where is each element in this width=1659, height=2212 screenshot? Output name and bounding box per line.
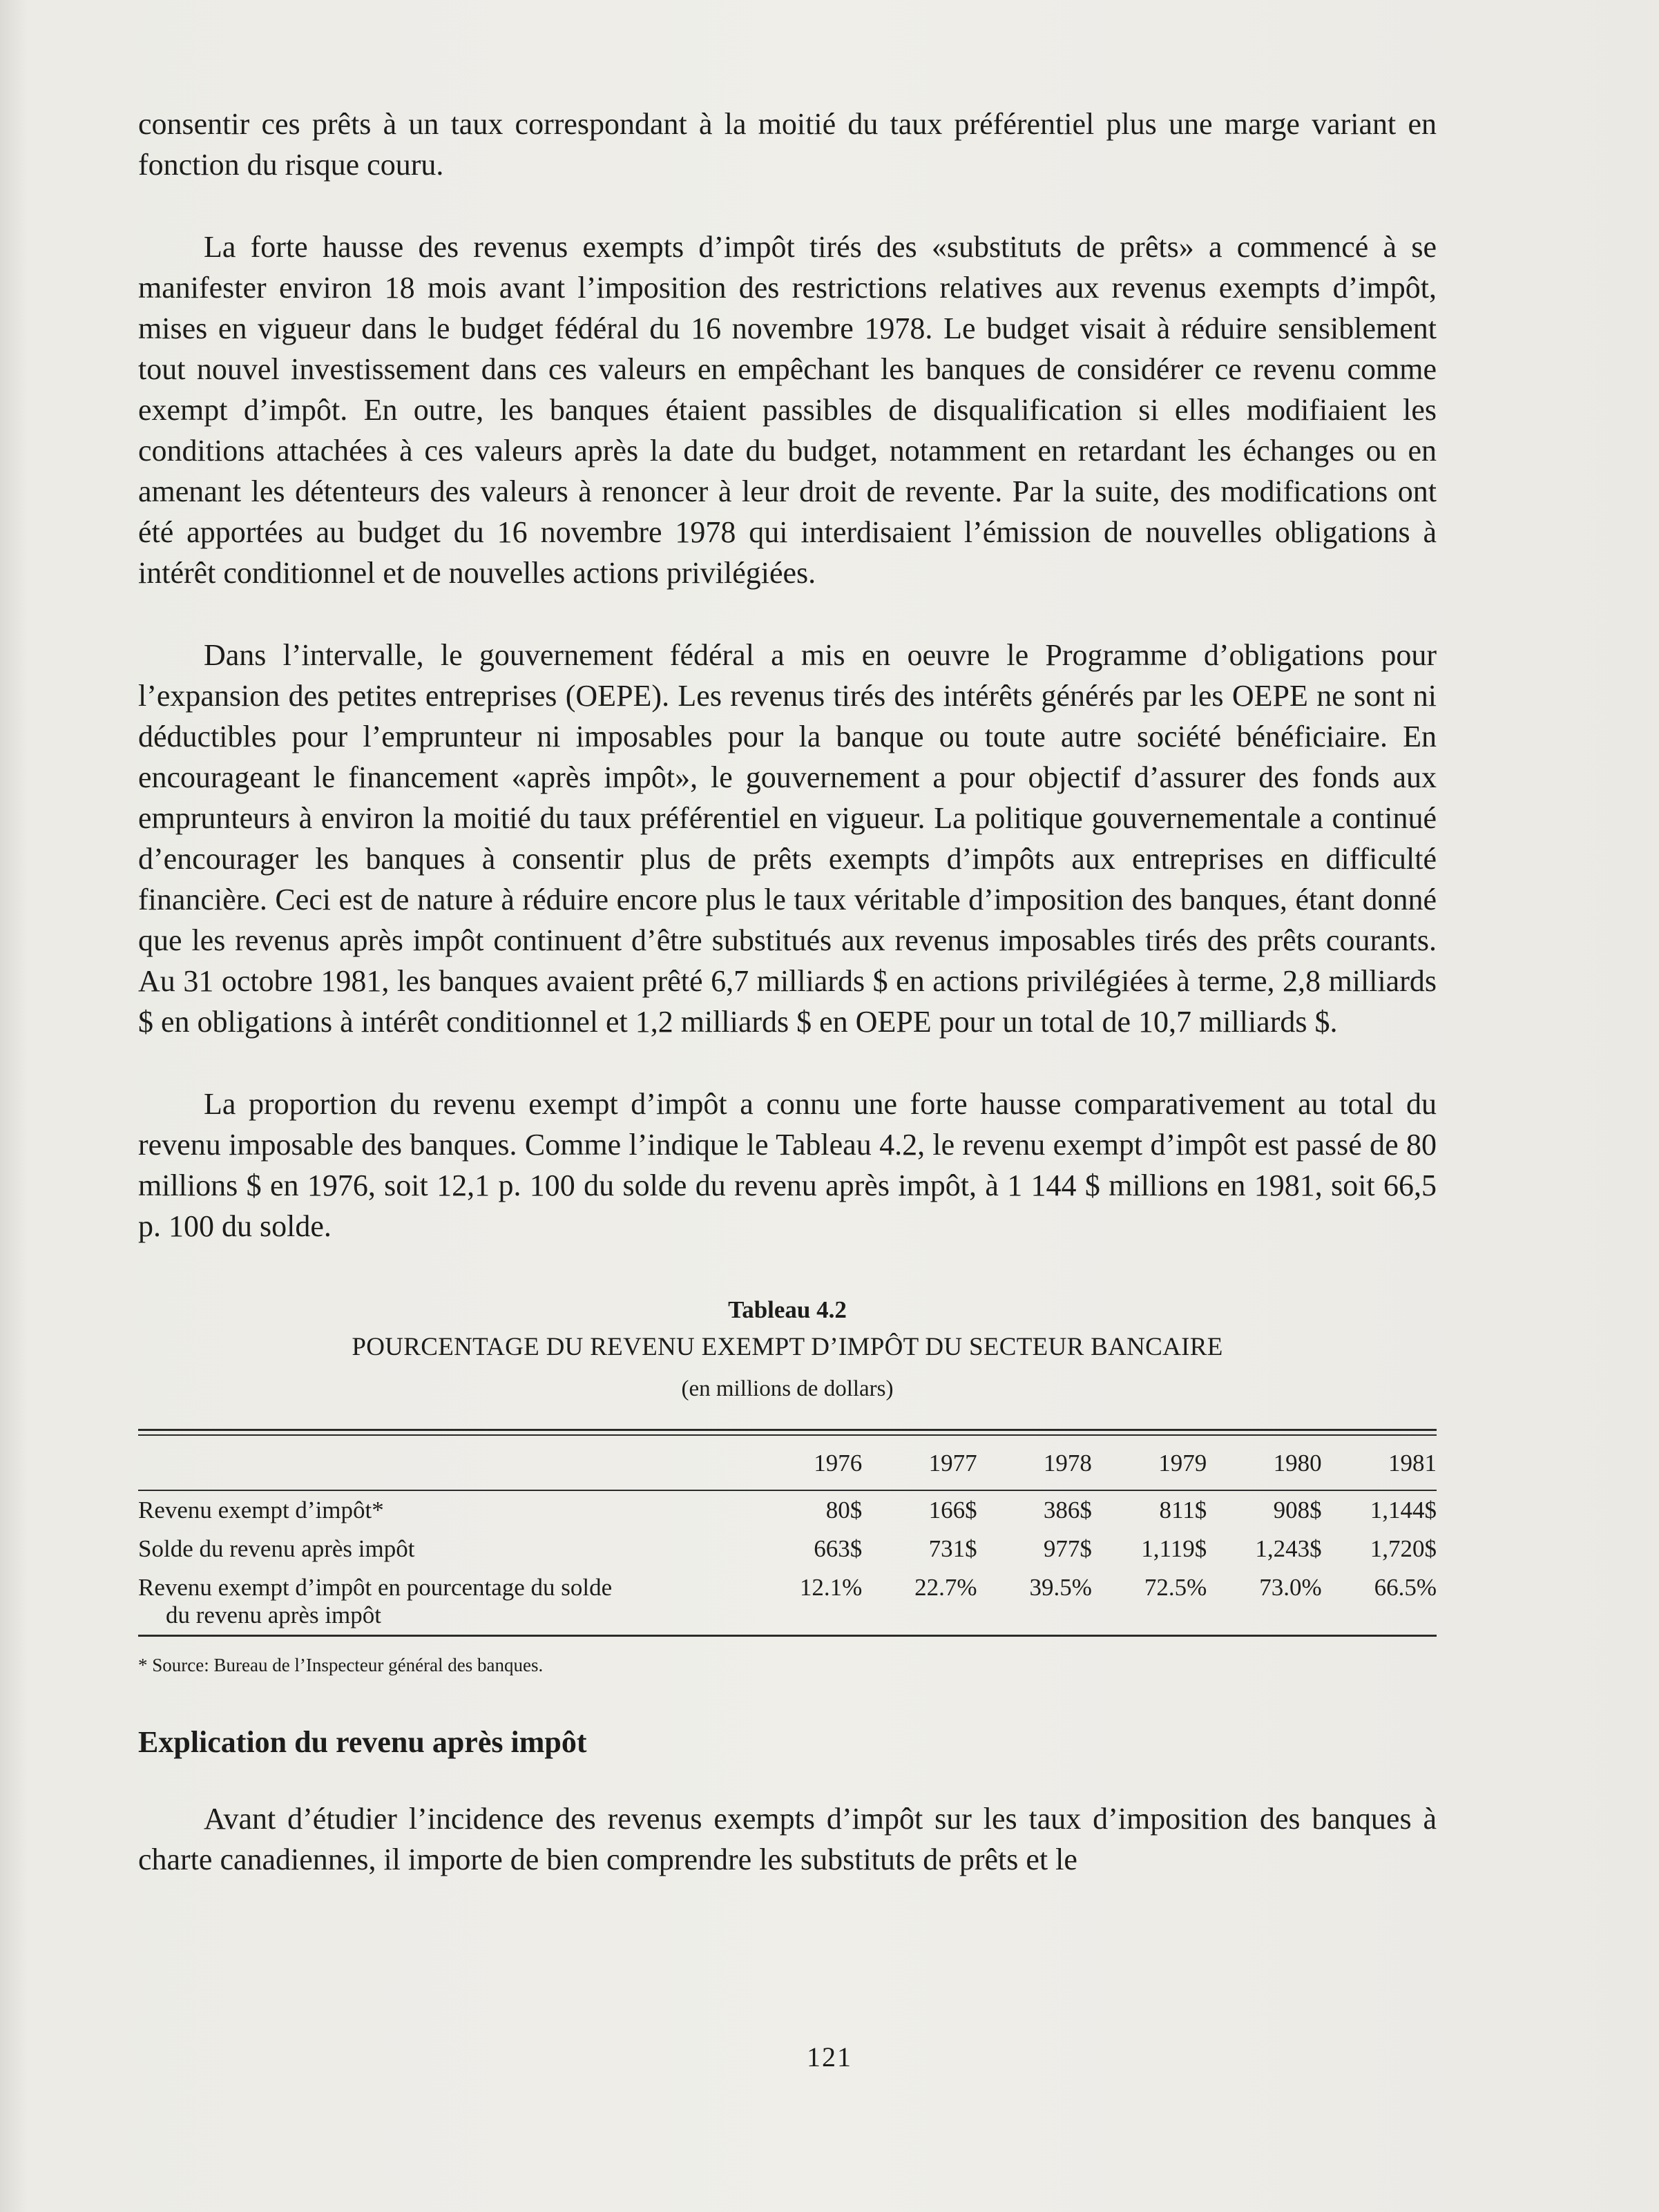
paragraph-final: Avant d’étudier l’incidence des revenus exempts d’impôt sur les taux d’imposition des banques à charte canadiennes, il importe de bien comprendre les substituts de prêts et le: [138, 1802, 1437, 1876]
table-cell: 12.1%: [747, 1568, 862, 1636]
table-header-row: [138, 1436, 1437, 1490]
table-cell: 731$: [928, 1535, 977, 1562]
table-footnote: * Source: Bureau de l’Inspecteur général des banques.: [138, 1655, 544, 1675]
paragraph-loan-substitutes: La forte hausse des revenus exempts d’impôt tirés des «substituts de prêts» a commencé à se manifester environ 18 mois avant l’imposition des restrictions relatives aux revenus exempts d’impôt, mises en vigueur dans le budget fédéral du 16 novembre 1978. Le budget visait à réduire sensiblement tout nouvel investissement dans ces valeurs en empêchant les banques de considérer ce revenu comme exempt d’impôt. En outre, les banques étaient passibles de disqualification si elles modifiaient les conditions attachées à ces valeurs après la date du budget, notamment en retardant les échanges ou en amenant les détenteurs des valeurs à renoncer à leur droit de revente. Par la suite, des modifications ont été apportées au budget du 16 novembre 1978 qui interdisaient l’émission de nouvelles obligations à intérêt conditionnel et de nouvelles actions privilégiées.: [138, 230, 1437, 590]
table-cell: 166$: [928, 1497, 977, 1523]
table-cell: 1,720$: [1370, 1535, 1437, 1562]
table-header-year: 1979: [1092, 1436, 1207, 1490]
row-label: Solde du revenu après impôt: [138, 1535, 415, 1562]
table-cell: 72.5%: [1092, 1568, 1207, 1636]
table-header-year: 1977: [862, 1436, 977, 1490]
table-cell: 22.7%: [862, 1568, 977, 1636]
table-caption: [138, 1295, 1437, 1404]
table-cell: 1,144$: [1370, 1497, 1437, 1523]
row-label-line1: Revenu exempt d’impôt en pourcentage du solde: [138, 1574, 613, 1601]
table-header-year: 1980: [1207, 1436, 1321, 1490]
page-number: 121: [807, 2041, 852, 2072]
section-heading: Explication du revenu après impôt: [138, 1725, 587, 1759]
table-cell: 39.5%: [977, 1568, 1092, 1636]
data-table: [138, 1436, 1437, 1637]
page-content: [138, 104, 1437, 1880]
table-heading: POURCENTAGE DU REVENU EXEMPT D’IMPÔT DU SECTEUR BANCAIRE: [352, 1333, 1223, 1361]
row-label: Revenu exempt d’impôt*: [138, 1497, 384, 1523]
row-label-line2: du revenu après impôt: [166, 1602, 381, 1628]
table-title: Tableau 4.2: [728, 1296, 847, 1323]
table-header-year: 1978: [977, 1436, 1092, 1490]
table-header-blank: [138, 1436, 747, 1490]
table-cell: 73.0%: [1207, 1568, 1321, 1636]
table-row: [138, 1490, 1437, 1530]
table-header-year: 1976: [747, 1436, 862, 1490]
table-header-year: 1981: [1322, 1436, 1437, 1490]
table-cell: 1,243$: [1255, 1535, 1322, 1562]
table-cell: 977$: [1043, 1535, 1092, 1562]
row-label: [138, 1568, 747, 1636]
table-top-rule: [138, 1429, 1437, 1436]
paragraph-oepe: Dans l’intervalle, le gouvernement fédéral a mis en oeuvre le Programme d’obligations pour l’expansion des petites entreprises (OEPE). Les revenus tirés des intérêts générés par les OEPE ne sont ni déductibles pour l’emprunteur ni imposables pour la banque ou toute autre société bénéficiaire. En encourageant le financement «après impôt», le gouvernement a pour objectif d’assurer des fonds aux emprunteurs à environ la moitié du taux préférentiel en vigueur. La politique gouvernementale a continué d’encourager les banques à consentir plus de prêts exempts d’impôts aux entreprises en difficulté financière. Ceci est de nature à réduire encore plus le taux véritable d’imposition des banques, étant donné que les revenus après impôt continuent d’être substitués aux revenus imposables tirés des prêts courants. Au 31 octobre 1981, les banques avaient prêté 6,7 milliards $ en actions privilégiées à terme, 2,8 milliards $ en obligations à intérêt conditionnel et 1,2 milliards $ en OEPE pour un total de 10,7 milliards $.: [138, 638, 1437, 1039]
table-row: [138, 1568, 1437, 1636]
table-cell: 66.5%: [1322, 1568, 1437, 1636]
table-cell: 1,119$: [1141, 1535, 1207, 1562]
table-cell: 386$: [1043, 1497, 1092, 1523]
paragraph-tax-exempt-proportion: La proportion du revenu exempt d’impôt a connu une forte hausse comparativement au total du revenu imposable des banques. Comme l’indique le Tableau 4.2, le revenu exempt d’impôt est passé de 80 millions $ en 1976, soit 12,1 p. 100 du solde du revenu après impôt, à 1 144 $ millions en 1981, soit 66,5 p. 100 du solde.: [138, 1087, 1437, 1243]
table-cell: 663$: [814, 1535, 863, 1562]
table-row: [138, 1530, 1437, 1568]
paragraph-continuation: consentir ces prêts à un taux correspondant à la moitié du taux préférentiel plus une marge variant en fonction du risque couru.: [138, 107, 1437, 182]
table-cell: 811$: [1159, 1497, 1207, 1523]
table-unit: (en millions de dollars): [681, 1376, 894, 1401]
table-cell: 80$: [825, 1497, 863, 1523]
table-cell: 908$: [1273, 1497, 1322, 1523]
